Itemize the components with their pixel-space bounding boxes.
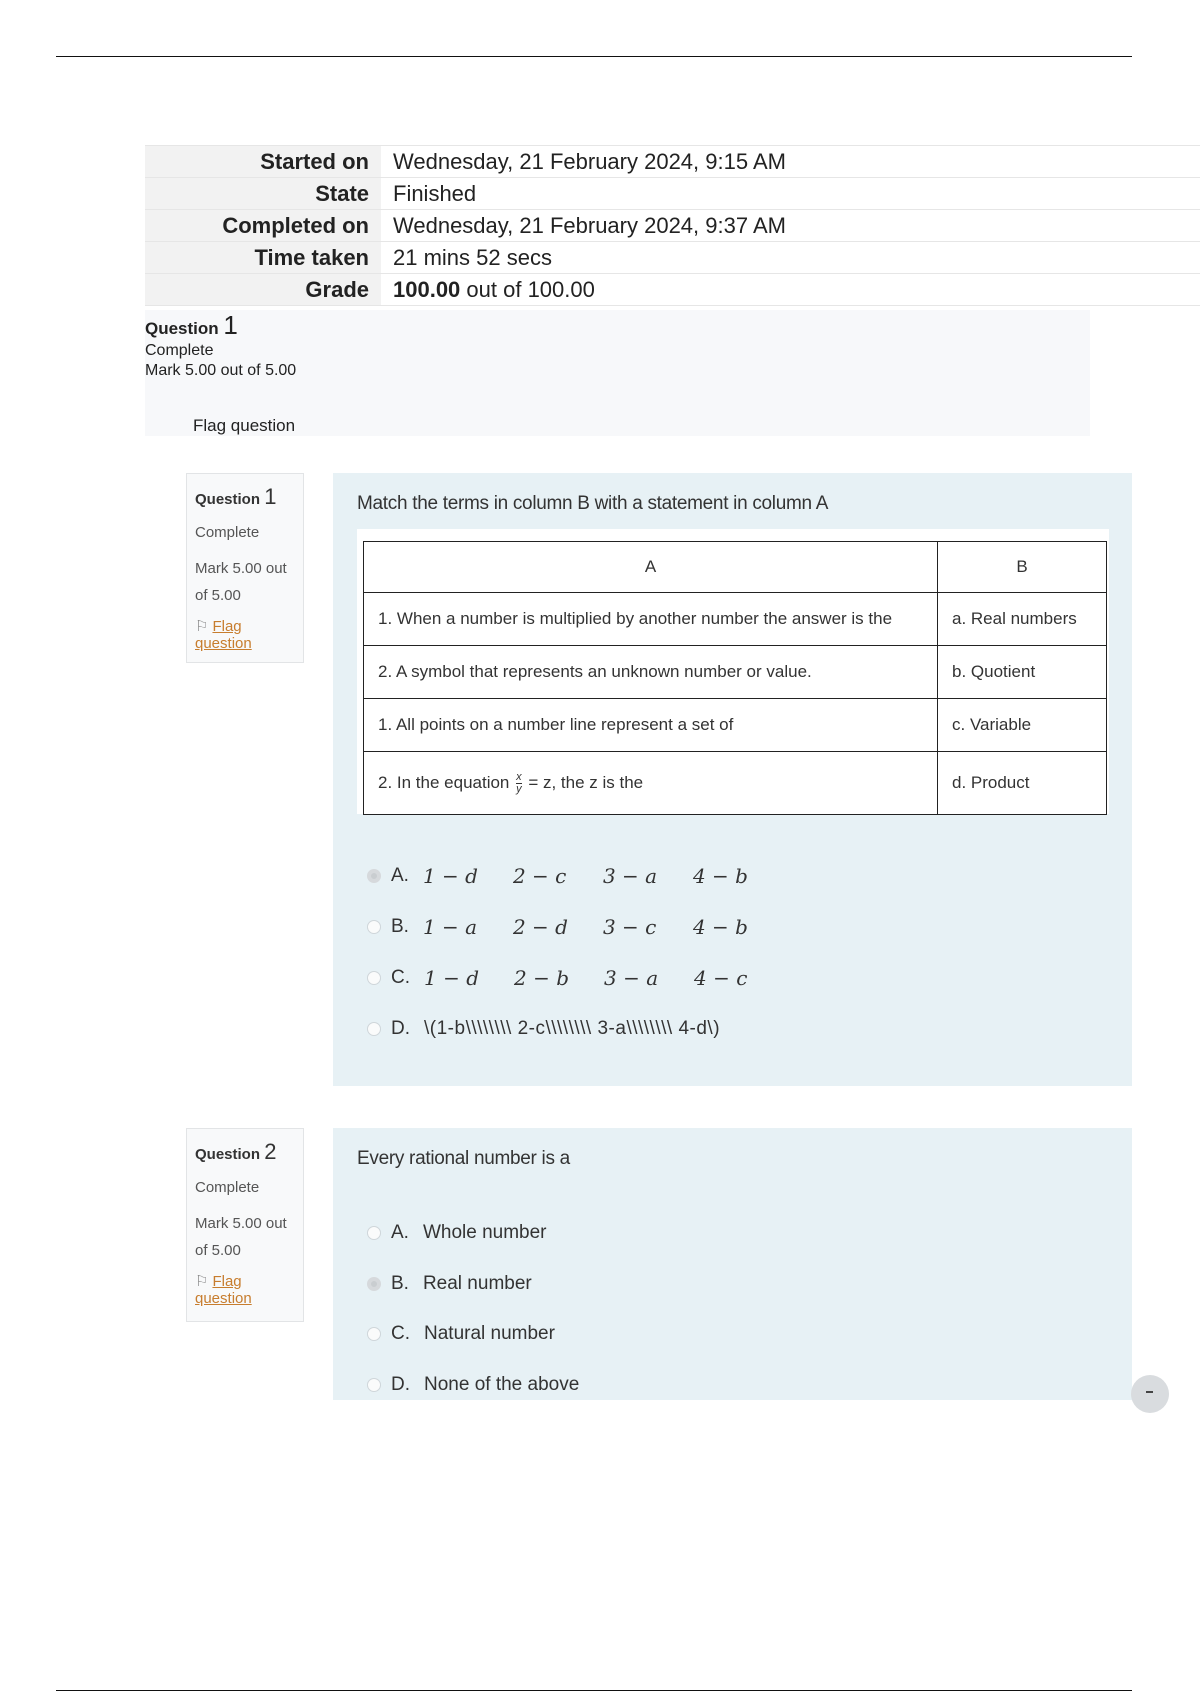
table-row [364,593,1107,646]
table-row [364,752,1107,815]
question-state: Complete [195,524,260,541]
answer-option-c[interactable]: C. Natural number [367,1318,555,1350]
question-number: Question 2 [195,1139,277,1164]
radio[interactable] [367,1226,381,1240]
answer-option-d[interactable]: D. None of the above [367,1369,579,1401]
table-row [364,699,1107,752]
table-header-row [364,542,1107,593]
summary-value [381,274,1200,306]
attempt-summary-table [145,145,1200,306]
radio-selected[interactable] [367,869,381,883]
column-a-cell: 1. When a number is multiplied by another number the answer is the [364,593,938,646]
column-b-cell: d. Product [938,752,1107,815]
question-text: Every rational number is a [357,1148,570,1169]
summary-key: Time taken [145,242,381,274]
answer-option-c[interactable]: C. 1 − d 2 − b 3 − a 4 − c [367,962,784,994]
option-raw-latex: \(1-b\\\\\\\\ 2-c\\\\\\\\ 3-a\\\\\\\\ 4-d\) [424,1018,721,1039]
bottom-rule [56,1690,1132,1691]
question-text: Match the terms in column B with a statement in column A [357,493,829,514]
column-a-header: A [364,542,938,593]
answer-option-b[interactable]: B. Real number [367,1268,532,1300]
column-b-cell: c. Variable [938,699,1107,752]
answer-option-b[interactable]: B. 1 − a 2 − d 3 − c 4 − b [367,911,783,943]
flag-icon: ⚐ [195,618,209,635]
summary-value: Wednesday, 21 February 2024, 9:15 AM [381,146,1200,178]
matching-table-container [357,529,1109,814]
column-a-cell: 1. All points on a number line represent a set of [364,699,938,752]
flag-question-link[interactable]: ⚐ Flag question [195,618,252,652]
question-number: Question 1 [195,484,277,509]
summary-value: Finished [381,178,1200,210]
grade-value: 100.00 [393,276,461,302]
question-mark: Mark 5.00 out of 5.00 [195,1215,287,1259]
radio[interactable] [367,1378,381,1392]
summary-row [145,242,1200,274]
column-b-cell: b. Quotient [938,646,1107,699]
question-state: Complete [195,1179,260,1196]
answer-option-a[interactable]: A. 1 − d 2 − c 3 − a 4 − b [367,860,783,892]
summary-key: Started on [145,146,381,178]
summary-row [145,274,1200,306]
flag-question-link[interactable]: ⚐ Flag question [195,1273,252,1307]
radio-selected[interactable] [367,1277,381,1291]
top-rule [56,56,1132,57]
option-math: 1 − a 2 − d 3 − c 4 − b [422,915,748,939]
radio[interactable] [367,1327,381,1341]
question-2-content [333,1128,1132,1400]
fraction: $\frac{x}{y}$ [516,770,522,795]
scroll-to-top-button[interactable] [1131,1375,1169,1413]
summary-key: Completed on [145,210,381,242]
grade-out-of: out of 100.00 [460,276,595,302]
question-1-content [333,473,1132,1086]
radio[interactable] [367,1022,381,1036]
question-state: Complete [145,342,214,359]
question-mark: Mark 5.00 out of 5.00 [195,560,287,604]
radio[interactable] [367,920,381,934]
flag-question-link[interactable]: Flag question [193,416,296,435]
option-math: 1 − d 2 − b 3 − a 4 − c [424,966,748,990]
question-number: Question 1 [145,310,238,340]
summary-key: State [145,178,381,210]
column-a-cell: 2. A symbol that represents an unknown number or value. [364,646,938,699]
column-b-cell: a. Real numbers [938,593,1107,646]
summary-row [145,210,1200,242]
answer-option-d[interactable]: D. \(1-b\\\\\\\\ 2-c\\\\\\\\ 3-a\\\\\\\\ 4-d\) [367,1013,720,1045]
question-1-info [186,473,304,663]
radio[interactable] [367,971,381,985]
question-2-info [186,1128,304,1322]
option-math: 1 − d 2 − c 3 − a 4 − b [422,864,748,888]
table-row [364,646,1107,699]
summary-key: Grade [145,274,381,306]
question-info-header [145,310,1090,436]
summary-value: Wednesday, 21 February 2024, 9:37 AM [381,210,1200,242]
summary-row [145,146,1200,178]
question-mark: Mark 5.00 out of 5.00 [145,362,297,379]
answer-option-a[interactable]: A. Whole number [367,1217,547,1249]
matching-table [363,541,1107,815]
column-b-header: B [938,542,1107,593]
column-a-cell: 2. In the equation $\frac{x}{y}$ = z, the z is the [364,752,938,815]
summary-value: 21 mins 52 secs [381,242,1200,274]
flag-icon: ⚐ [195,1273,209,1290]
summary-row [145,178,1200,210]
